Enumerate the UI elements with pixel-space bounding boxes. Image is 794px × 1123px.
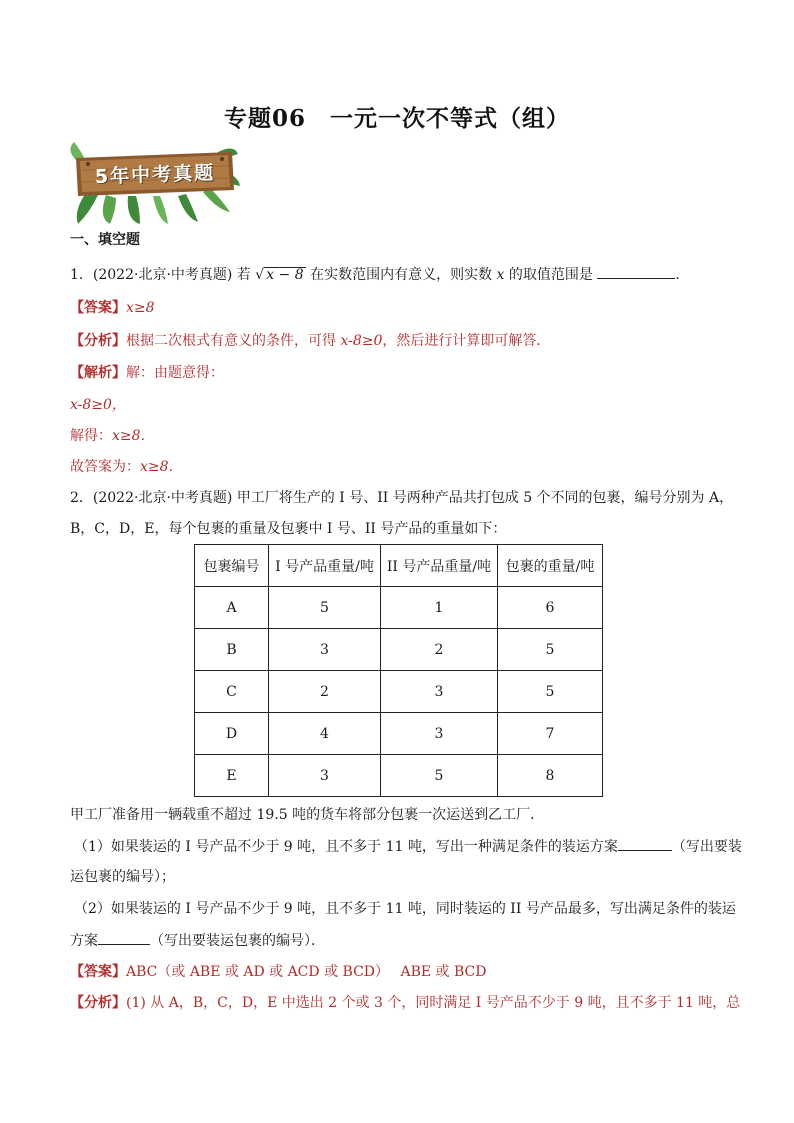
q1-stem: [70, 264, 730, 285]
table-cell: D: [195, 713, 269, 755]
analysis-text: (1) 从 A，B，C，D，E 中选出 2 个或 3 个，同时满足 I 号产品不少于 9 吨，且不多于 11 吨，总: [126, 995, 741, 1011]
table-header-cell: 包裹的重量/吨: [498, 545, 603, 587]
table-row: [195, 629, 603, 671]
solution-text: 解：由题意得：: [126, 365, 224, 381]
q2-part1-cont: 运包裹的编号）；: [70, 869, 175, 885]
q1-step1: x-8≥0，: [70, 397, 126, 413]
table-row: [195, 671, 603, 713]
badge-text: 5年中考真题: [94, 161, 216, 189]
table-cell: C: [195, 671, 269, 713]
table-row: [195, 755, 603, 797]
part1-text-b: （写出要装: [671, 839, 742, 855]
analysis-text-a: 根据二次根式有意义的条件，可得: [126, 333, 336, 349]
table-header-cell: I 号产品重量/吨: [269, 545, 381, 587]
q1-prefix: 1．(2022·北京·中考真题) 若: [70, 267, 251, 283]
sqrt-expression: √ x − 8: [255, 267, 304, 283]
exam-badge: [68, 140, 240, 224]
table-cell: 6: [498, 587, 603, 629]
q1-suffix: 在实数范围内有意义，则实数: [310, 267, 493, 283]
table-cell: A: [195, 587, 269, 629]
q1-var: x: [496, 267, 505, 283]
table-row: [195, 713, 603, 755]
table-cell: 1: [381, 587, 498, 629]
q1-step3: [70, 457, 730, 477]
page-title: 专题06 一元一次不等式（组）: [223, 105, 570, 132]
table-cell: 8: [498, 755, 603, 797]
table-cell: 2: [381, 629, 498, 671]
step3-label: 故答案为：: [70, 459, 140, 475]
answer-blank: [597, 264, 675, 279]
answer-tag: 【答案】: [70, 964, 126, 980]
table-header-cell: II 号产品重量/吨: [381, 545, 498, 587]
table-cell: 7: [498, 713, 603, 755]
answer-text: ABC（或 ABE 或 AD 或 ACD 或 BCD） ABE 或 BCD: [126, 964, 487, 980]
table-cell: 5: [381, 755, 498, 797]
table-row: [195, 587, 603, 629]
table-cell: 4: [269, 713, 381, 755]
table-cell: 3: [269, 629, 381, 671]
analysis-text-b: x-8≥0: [340, 333, 383, 349]
analysis-tag: 【分析】: [70, 333, 126, 349]
step3-value: x≥8．: [140, 459, 183, 475]
table-cell: E: [195, 755, 269, 797]
analysis-text-c: ，然后进行计算即可解答．: [382, 333, 551, 349]
q2-part2: （2）如果装运的 I 号产品不少于 9 吨，且不多于 11 吨，同时装运的 II 号产品最多，写出满足条件的装运: [74, 901, 736, 917]
q2-part1: [74, 836, 742, 857]
q1-answer: [70, 298, 730, 318]
analysis-tag: 【分析】: [70, 995, 126, 1011]
q2-stem-line1: 2．(2022·北京·中考真题) 甲工厂将生产的 I 号、II 号两种产品共打包成 5 个不同的包裹，编号分别为 A，: [70, 490, 734, 506]
q1-solution: [70, 363, 730, 383]
step2-label: 解得：: [70, 428, 112, 444]
q2-answer: [70, 962, 730, 982]
table-header-row: [195, 545, 603, 587]
q1-suffix2: 的取值范围是: [508, 267, 593, 283]
table-cell: 5: [498, 671, 603, 713]
q2-condition: 甲工厂准备用一辆载重不超过 19.5 吨的货车将部分包裹一次运送到乙工厂．: [70, 807, 545, 823]
answer-blank: [618, 836, 672, 851]
q2-part2-cont: [70, 930, 730, 951]
table-cell: B: [195, 629, 269, 671]
part2-text-c: （写出要装运包裹的编号）．: [150, 933, 325, 949]
q1-end: ．: [675, 267, 690, 283]
table-cell: 5: [498, 629, 603, 671]
part1-text-a: （1）如果装运的 I 号产品不少于 9 吨，且不多于 11 吨，写出一种满足条件的装运方案: [74, 839, 618, 855]
q1-step2: [70, 426, 730, 446]
q1-analysis: [70, 331, 730, 351]
table-cell: 2: [269, 671, 381, 713]
table-cell: 5: [269, 587, 381, 629]
table-header-cell: 包裹编号: [195, 545, 269, 587]
solution-tag: 【解析】: [70, 365, 126, 381]
answer-tag: 【答案】: [70, 300, 126, 316]
package-table: [194, 544, 603, 797]
table-cell: 3: [381, 671, 498, 713]
section-heading: 一、填空题: [70, 232, 140, 248]
table-cell: 3: [269, 755, 381, 797]
radicand: x − 8: [266, 267, 304, 283]
part2-text-b: 方案: [70, 933, 98, 949]
answer-text: x≥8: [126, 300, 155, 316]
q2-analysis: [70, 993, 741, 1013]
step2-value: x≥8．: [112, 428, 155, 444]
q2-stem-line2: B，C，D，E，每个包裹的重量及包裹中 I 号、II 号产品的重量如下：: [70, 521, 507, 537]
table-cell: 3: [381, 713, 498, 755]
answer-blank: [98, 930, 150, 945]
